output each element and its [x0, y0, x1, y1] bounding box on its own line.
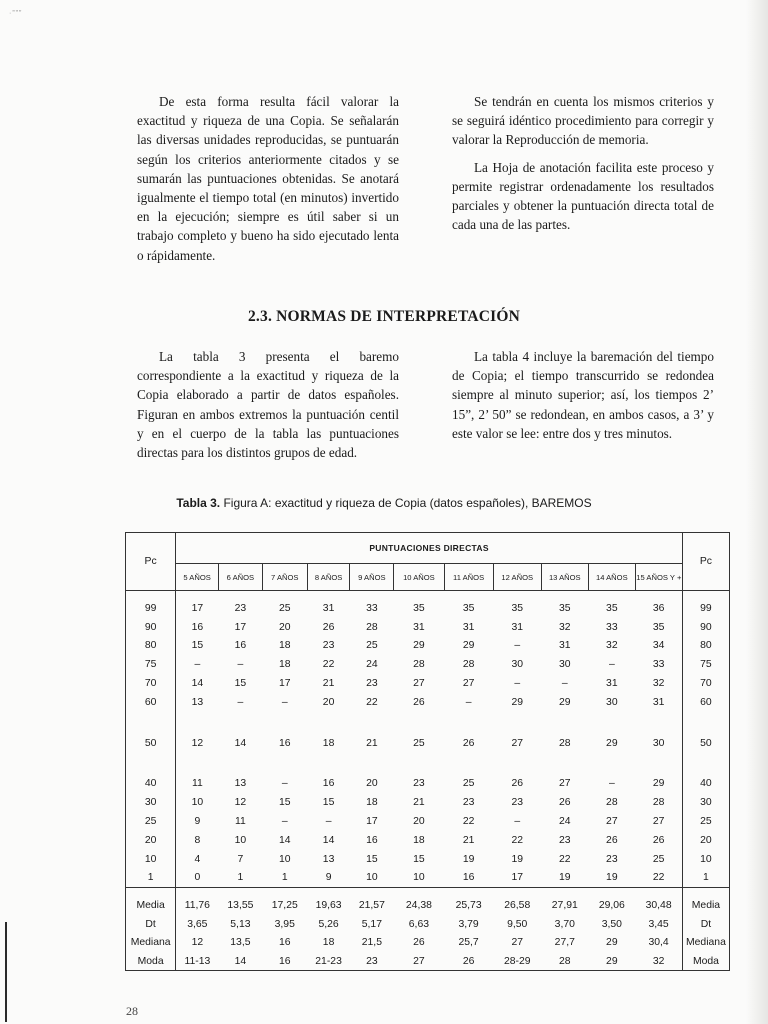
score-cell: 23 — [511, 797, 524, 809]
score-cell: 30 — [652, 737, 665, 749]
score-cell: 14 — [234, 737, 247, 749]
pc-cell: 10 — [682, 850, 729, 869]
table-row — [126, 599, 730, 618]
paragraph: Se tendrán en cuenta los mismos criterios y se seguirá idéntico procedimiento para corregir y valorar la Reproducción de memoria. — [452, 94, 714, 148]
score-cell: 17 — [511, 872, 524, 884]
separator-row — [126, 888, 730, 897]
age-header: 8 AÑOS — [307, 564, 350, 591]
spacer-row — [126, 712, 730, 734]
score-cell: 29 — [462, 640, 475, 652]
table-caption — [0, 496, 768, 510]
score-cell: 18 — [413, 834, 425, 846]
age-header: 5 AÑOS — [176, 564, 219, 591]
stat-cell: 3,45 — [648, 918, 669, 930]
score-cell: 10 — [191, 797, 204, 809]
score-cell: 19 — [462, 853, 475, 865]
score-cell: 29 — [413, 640, 425, 652]
score-cell: 17 — [234, 621, 247, 633]
score-cell: 29 — [559, 696, 571, 708]
score-cell: 31 — [606, 678, 618, 690]
score-cell: 8 — [194, 834, 201, 846]
stats-row — [126, 952, 730, 971]
score-cell: – — [237, 696, 244, 708]
score-cell: 25 — [366, 640, 378, 652]
score-cell: 26 — [652, 834, 665, 846]
stat-label: Media — [682, 896, 729, 915]
score-cell: 27 — [511, 737, 524, 749]
score-cell: 17 — [278, 678, 291, 690]
age-header: 9 AÑOS — [350, 564, 394, 591]
age-header: 15 AÑOS Y + — [636, 572, 682, 582]
score-cell: 13 — [234, 778, 247, 790]
score-cell: 33 — [606, 621, 618, 633]
pc-cell: 30 — [682, 793, 729, 812]
pc-cell: 90 — [682, 618, 729, 637]
stats-row — [126, 896, 730, 915]
stat-label: Dt — [126, 915, 176, 934]
pc-cell: 10 — [126, 850, 176, 869]
score-cell: 28 — [366, 621, 378, 633]
stat-cell: 3,79 — [458, 918, 479, 930]
stat-cell: 6,63 — [408, 918, 430, 930]
score-cell: 11 — [235, 816, 246, 828]
paragraph: La Hoja de anotación facilita este proceso y permite registrar ordenadamente los resultados parciales y obtener la puntuación directa total de cada una de las partes. — [452, 159, 714, 233]
stat-label: Mediana — [682, 933, 729, 952]
score-cell: 27 — [559, 778, 571, 790]
stat-cell: 11-13 — [184, 955, 211, 967]
pc-cell: 1 — [126, 869, 176, 888]
score-cell: 29 — [606, 737, 618, 749]
score-cell: 22 — [462, 816, 475, 828]
stat-cell: 19,63 — [315, 900, 342, 912]
group-header: PUNTUACIONES DIRECTAS — [176, 533, 683, 564]
score-cell: 15 — [278, 797, 291, 809]
score-cell: 35 — [559, 602, 571, 614]
score-cell: 18 — [366, 797, 378, 809]
spacer-row — [126, 753, 730, 775]
score-cell: 32 — [606, 640, 618, 652]
stat-cell: 28-29 — [503, 955, 531, 967]
score-cell: 9 — [325, 872, 332, 884]
score-cell: 23 — [413, 778, 425, 790]
age-header: 11 AÑOS — [444, 564, 493, 591]
paragraph: La tabla 4 incluye la baremación del tiempo de Copia; el tiempo transcurrido se redondea siempre al minuto superior; así, los tiempos 2’ 15”, 2’ 50” se redondean, en ambos casos, a 3’ y este valor se lee: entre dos y tres minutos. — [452, 349, 714, 441]
score-cell: 28 — [606, 797, 618, 809]
stats-row — [126, 915, 730, 934]
pc-cell: 40 — [682, 775, 729, 794]
score-cell: 16 — [278, 737, 291, 749]
pc-cell: 99 — [126, 599, 176, 618]
paragraph: De esta forma resulta fácil valorar la exactitud y riqueza de una Copia. Se señalarán las diversas unidades reproducidas, se puntuarán según los criterios anteriormente citados y se sumarán las puntuaciones obtenidas. Se anotará igualmente el tiempo total (en minutos) invertido en la ejecución; siempre es útil saber si un trabajo completo y bueno ha sido ejecutado lenta o rápidamente. — [137, 94, 399, 263]
score-cell: 27 — [462, 678, 475, 690]
score-cell: 19 — [606, 872, 618, 884]
section-heading: 2.3. NORMAS DE INTERPRETACIÓN — [247, 308, 521, 325]
table-body — [126, 591, 730, 971]
score-cell: 21 — [322, 678, 335, 690]
stat-cell: 29 — [606, 955, 618, 967]
pc-cell: 80 — [126, 637, 176, 656]
corner-mark: ·””” — [9, 10, 23, 17]
stat-cell: 24,38 — [405, 900, 432, 912]
score-cell: 21 — [462, 834, 475, 846]
table-row — [126, 831, 730, 850]
score-cell: 28 — [559, 737, 571, 749]
score-cell: 16 — [462, 872, 475, 884]
stat-label: Media — [126, 896, 176, 915]
score-cell: 17 — [191, 602, 204, 614]
score-cell: 18 — [278, 659, 291, 671]
score-cell: 19 — [511, 853, 524, 865]
score-cell: – — [608, 778, 615, 790]
caption-label: Tabla 3. — [176, 496, 221, 510]
intro-right-column — [452, 92, 714, 234]
score-cell: 23 — [234, 602, 247, 614]
score-cell: 12 — [234, 797, 247, 809]
score-cell: 4 — [194, 853, 201, 865]
stat-label: Moda — [126, 952, 176, 971]
stat-cell: 16 — [278, 937, 291, 949]
score-cell: 26 — [322, 621, 335, 633]
score-cell: 0 — [194, 872, 201, 884]
score-cell: 33 — [366, 602, 378, 614]
score-cell: 26 — [559, 797, 571, 809]
pc-cell: 50 — [126, 734, 176, 753]
stat-cell: 9,50 — [507, 918, 528, 930]
score-cell: 18 — [278, 640, 291, 652]
age-header: 6 AÑOS — [218, 564, 262, 591]
score-cell: 14 — [278, 834, 291, 846]
score-cell: 25 — [462, 778, 475, 790]
score-cell: 35 — [462, 602, 475, 614]
score-cell: 15 — [366, 853, 378, 865]
score-cell: 16 — [322, 778, 335, 790]
score-cell: 28 — [413, 659, 425, 671]
stat-cell: 13,5 — [230, 937, 251, 949]
pc-cell: 20 — [126, 831, 176, 850]
score-cell: 27 — [652, 816, 665, 828]
table-row — [126, 655, 730, 674]
stat-label: Moda — [682, 952, 729, 971]
score-cell: 26 — [511, 778, 524, 790]
score-cell: 9 — [194, 816, 201, 828]
pc-cell: 30 — [126, 793, 176, 812]
score-cell: 28 — [652, 797, 665, 809]
score-cell: 22 — [652, 872, 665, 884]
age-header: 10 AÑOS — [394, 564, 444, 591]
score-cell: 28 — [462, 659, 475, 671]
score-cell: 1 — [281, 872, 288, 884]
age-header-row — [126, 564, 730, 591]
score-cell: – — [514, 640, 521, 652]
pc-cell: 99 — [682, 599, 729, 618]
stat-cell: 27 — [413, 955, 425, 967]
score-cell: – — [514, 816, 521, 828]
stat-cell: 11,76 — [184, 900, 210, 912]
score-cell: 21 — [413, 797, 425, 809]
score-cell: 16 — [191, 621, 204, 633]
table-row — [126, 618, 730, 637]
score-cell: 25 — [278, 602, 291, 614]
score-cell: 32 — [559, 621, 571, 633]
age-header: 12 AÑOS — [493, 564, 541, 591]
stats-row — [126, 933, 730, 952]
score-cell: – — [281, 778, 288, 790]
score-cell: 31 — [322, 602, 335, 614]
score-cell: 15 — [234, 678, 247, 690]
score-cell: 16 — [234, 640, 247, 652]
score-cell: 15 — [191, 640, 204, 652]
age-header: 13 AÑOS — [541, 564, 588, 591]
score-cell: 26 — [413, 696, 425, 708]
scan-edge-bar — [5, 922, 7, 1022]
score-cell: 10 — [234, 834, 247, 846]
score-cell: 24 — [559, 816, 571, 828]
pc-cell: 60 — [126, 693, 176, 712]
stat-cell: 21,5 — [361, 937, 382, 949]
score-cell: 29 — [652, 778, 665, 790]
score-cell: 24 — [366, 659, 378, 671]
score-cell: 20 — [278, 621, 291, 633]
score-cell: 22 — [322, 659, 335, 671]
stat-label: Dt — [682, 915, 729, 934]
stat-cell: 16 — [278, 955, 291, 967]
scan-shadow — [746, 0, 768, 1024]
score-cell: 31 — [511, 621, 524, 633]
score-cell: – — [608, 659, 615, 671]
score-cell: 14 — [191, 678, 204, 690]
score-cell: 14 — [322, 834, 335, 846]
table-row — [126, 637, 730, 656]
age-header: 14 AÑOS — [588, 564, 635, 591]
section-right-column — [452, 347, 714, 443]
score-cell: 13 — [322, 853, 335, 865]
caption-text: Figura A: exactitud y riqueza de Copia (datos españoles), BAREMOS — [220, 496, 592, 510]
score-cell: 21 — [366, 737, 378, 749]
intro-left-column — [137, 92, 399, 265]
pc-cell: 20 — [682, 831, 729, 850]
section-left-column — [137, 347, 399, 462]
score-cell: 20 — [413, 816, 425, 828]
score-cell: 10 — [366, 872, 378, 884]
stat-cell: 17,25 — [271, 900, 298, 912]
score-cell: 23 — [462, 797, 475, 809]
score-cell: 23 — [559, 834, 571, 846]
stat-cell: 27,7 — [554, 937, 575, 949]
score-cell: 29 — [511, 696, 524, 708]
separator-row — [126, 591, 730, 600]
stat-cell: 26,58 — [504, 900, 531, 912]
pc-cell: 1 — [682, 869, 729, 888]
score-cell: 35 — [606, 602, 618, 614]
score-cell: 33 — [652, 659, 665, 671]
pc-cell: 50 — [682, 734, 729, 753]
score-cell: 26 — [606, 834, 618, 846]
score-cell: 15 — [413, 853, 425, 865]
table-row — [126, 775, 730, 794]
score-cell: – — [237, 659, 244, 671]
stat-cell: 3,50 — [601, 918, 622, 930]
score-cell: 23 — [366, 678, 378, 690]
score-cell: 32 — [652, 678, 665, 690]
score-cell: 34 — [652, 640, 665, 652]
score-cell: 10 — [413, 872, 425, 884]
baremo-table — [125, 532, 730, 971]
table-row — [126, 869, 730, 888]
pc-header-right: Pc — [682, 533, 729, 591]
score-cell: – — [561, 678, 568, 690]
table-row — [126, 812, 730, 831]
stat-cell: 21,57 — [358, 900, 385, 912]
score-cell: 19 — [559, 872, 571, 884]
score-cell: 30 — [511, 659, 524, 671]
pc-cell: 75 — [682, 655, 729, 674]
stat-cell: 21-23 — [315, 955, 342, 967]
stat-cell: 3,70 — [554, 918, 575, 930]
stat-cell: 25,73 — [455, 900, 482, 912]
stat-cell: 30,4 — [648, 937, 669, 949]
score-cell: 31 — [413, 621, 425, 633]
page-number: 28 — [126, 1004, 138, 1018]
score-cell: 25 — [652, 853, 665, 865]
score-cell: 1 — [237, 872, 244, 884]
score-cell: 27 — [606, 816, 618, 828]
score-cell: 22 — [511, 834, 524, 846]
pc-cell: 70 — [126, 674, 176, 693]
stat-cell: 32 — [652, 955, 665, 967]
stat-cell: 5,17 — [361, 918, 382, 930]
stat-cell: 27,91 — [551, 900, 578, 912]
score-cell: 31 — [559, 640, 571, 652]
score-cell: – — [194, 659, 201, 671]
score-cell: 11 — [191, 778, 203, 790]
stat-cell: 25,7 — [458, 937, 479, 949]
table-row — [126, 734, 730, 753]
score-cell: 30 — [606, 696, 618, 708]
score-cell: 18 — [322, 737, 335, 749]
stat-cell: 14 — [234, 955, 247, 967]
score-cell: 25 — [413, 737, 425, 749]
table-row — [126, 850, 730, 869]
score-cell: 35 — [413, 602, 425, 614]
score-cell: 16 — [366, 834, 378, 846]
stat-cell: 5,13 — [230, 918, 251, 930]
pc-cell: 70 — [682, 674, 729, 693]
score-cell: 12 — [191, 737, 204, 749]
score-cell: 7 — [237, 853, 244, 865]
score-cell: – — [281, 696, 288, 708]
pc-cell: 75 — [126, 655, 176, 674]
stat-cell: 26 — [413, 937, 425, 949]
pc-cell: 90 — [126, 618, 176, 637]
score-cell: 36 — [652, 602, 665, 614]
paragraph: La tabla 3 presenta el baremo correspondiente a la exactitud y riqueza de la Copia elaborado a partir de datos españoles. Figuran en ambos extremos la puntuación centil y en el cuerpo de la tabla las puntuaciones directas para los distintos grupos de edad. — [137, 349, 399, 461]
pc-cell: 40 — [126, 775, 176, 794]
pc-header-left: Pc — [126, 533, 176, 591]
stat-cell: 26 — [462, 955, 475, 967]
table-row — [126, 693, 730, 712]
score-cell: – — [325, 816, 332, 828]
score-cell: 13 — [191, 696, 204, 708]
stat-cell: 5,26 — [318, 918, 339, 930]
table-row — [126, 674, 730, 693]
pc-cell: 25 — [682, 812, 729, 831]
score-cell: 17 — [366, 816, 378, 828]
table-row — [126, 793, 730, 812]
score-cell: – — [281, 816, 288, 828]
score-cell: 35 — [511, 602, 524, 614]
score-cell: 15 — [322, 797, 335, 809]
stat-cell: 13,55 — [227, 900, 254, 912]
age-header: 7 AÑOS — [262, 564, 307, 591]
score-cell: – — [514, 678, 521, 690]
stat-cell: 29 — [606, 937, 618, 949]
score-cell: 10 — [278, 853, 291, 865]
score-cell: 22 — [366, 696, 378, 708]
pc-cell: 25 — [126, 812, 176, 831]
score-cell: 26 — [462, 737, 475, 749]
stat-cell: 18 — [322, 937, 335, 949]
score-cell: 31 — [462, 621, 475, 633]
score-cell: 20 — [322, 696, 335, 708]
pc-cell: 60 — [682, 693, 729, 712]
stat-cell: 28 — [559, 955, 571, 967]
score-cell: 27 — [413, 678, 425, 690]
score-cell: 23 — [606, 853, 618, 865]
score-cell: 23 — [322, 640, 335, 652]
stat-cell: 27 — [511, 937, 524, 949]
score-cell: 35 — [652, 621, 665, 633]
score-cell: 20 — [366, 778, 378, 790]
stat-cell: 23 — [366, 955, 378, 967]
score-cell: 31 — [652, 696, 665, 708]
stat-cell: 30,48 — [645, 900, 672, 912]
stat-cell: 29,06 — [598, 900, 625, 912]
score-cell: – — [465, 696, 472, 708]
stat-cell: 12 — [191, 937, 204, 949]
score-cell: 30 — [559, 659, 571, 671]
pc-cell: 80 — [682, 637, 729, 656]
stat-cell: 3,95 — [274, 918, 295, 930]
score-cell: 22 — [559, 853, 571, 865]
stat-cell: 3,65 — [187, 918, 208, 930]
stat-label: Mediana — [126, 933, 176, 952]
